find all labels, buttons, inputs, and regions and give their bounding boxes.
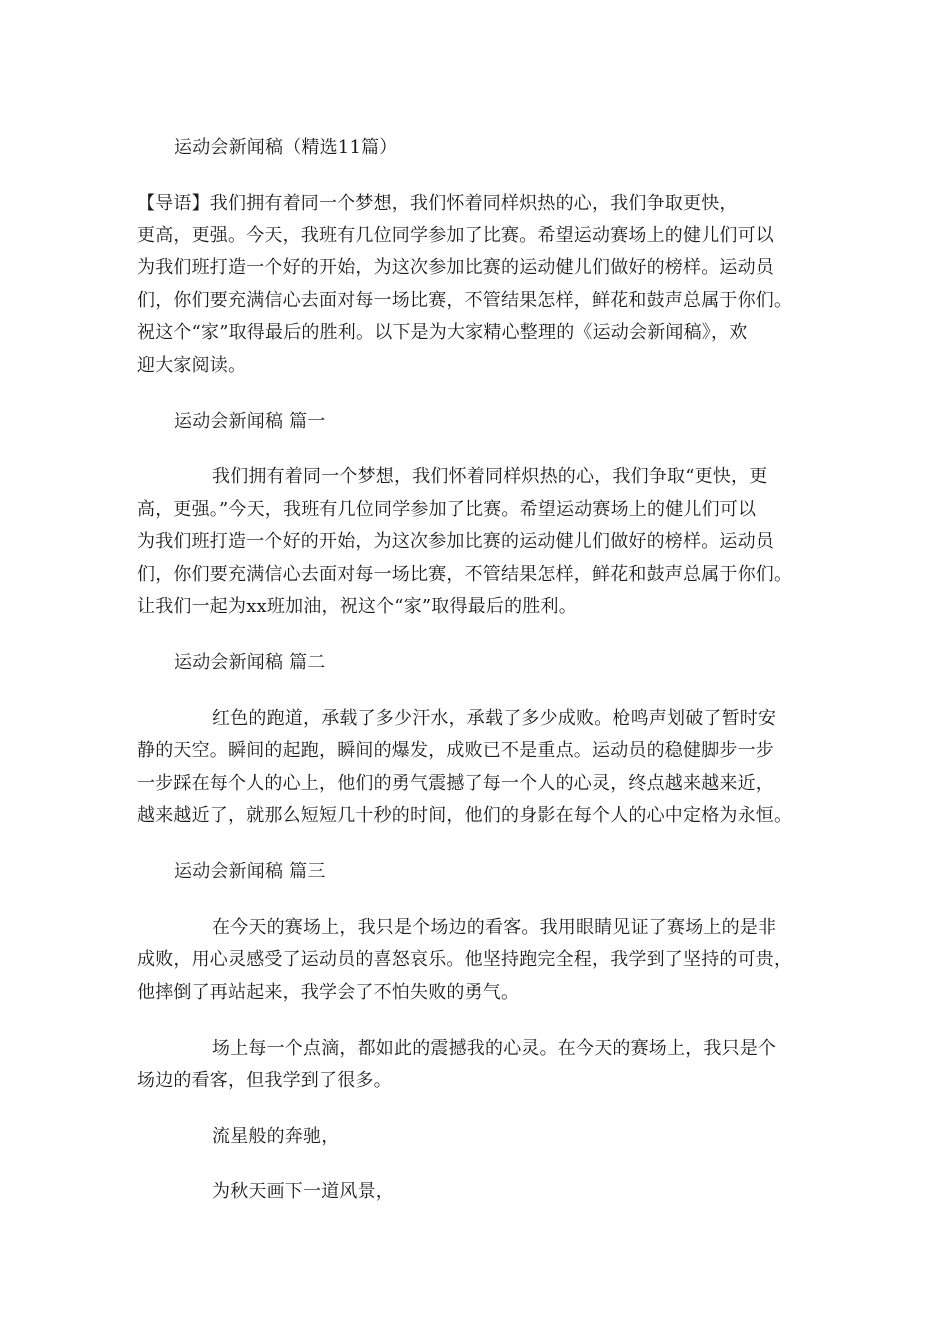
paragraph-line: 在今天的赛场上，我只是个场边的看客。我用眼睛见证了赛场上的是非 (212, 917, 777, 938)
paragraph-line: 高，更强。”今天，我班有几位同学参加了比赛。希望运动赛场上的健儿们可以 (137, 499, 757, 520)
section-heading-2: 运动会新闻稿 篇二 (174, 652, 326, 673)
paragraph-line: 让我们一起为xx班加油，祝这个“家”取得最后的胜利。 (137, 596, 577, 617)
intro-line: 【导语】我们拥有着同一个梦想，我们怀着同样炽热的心，我们争取更快， (137, 193, 738, 214)
paragraph-line: 一步踩在每个人的心上，他们的勇气震撼了每一个人的心灵，终点越来越来近， (137, 773, 774, 794)
paragraph-line: 场上每一个点滴，都如此的震撼我的心灵。在今天的赛场上，我只是个 (212, 1038, 777, 1059)
document-title: 运动会新闻稿（精选11篇） (174, 137, 398, 158)
intro-line: 祝这个“家”取得最后的胜利。以下是为大家精心整理的《运动会新闻稿》，欢 (137, 322, 748, 343)
intro-line: 为我们班打造一个好的开始，为这次参加比赛的运动健儿们做好的榜样。运动员 (137, 257, 774, 278)
paragraph-line: 越来越近了，就那么短短几十秒的时间，他们的身影在每个人的心中定格为永恒。 (137, 805, 793, 826)
section-heading-3: 运动会新闻稿 篇三 (174, 861, 326, 882)
paragraph-line: 红色的跑道，承载了多少汗水，承载了多少成败。枪鸣声划破了暂时安 (212, 708, 777, 729)
paragraph-line: 为我们班打造一个好的开始，为这次参加比赛的运动健儿们做好的榜样。运动员 (137, 531, 774, 552)
paragraph-line: 我们拥有着同一个梦想，我们怀着同样炽热的心，我们争取“更快，更 (212, 466, 768, 487)
paragraph-line: 们，你们要充满信心去面对每一场比赛，不管结果怎样，鲜花和鼓声总属于你们。 (137, 564, 793, 585)
paragraph-line: 成败，用心灵感受了运动员的喜怒哀乐。他坚持跑完全程，我学到了坚持的可贵， (137, 949, 793, 970)
paragraph-line: 静的天空。瞬间的起跑，瞬间的爆发，成败已不是重点。运动员的稳健脚步一步 (137, 740, 774, 761)
section-heading-1: 运动会新闻稿 篇一 (174, 411, 326, 432)
paragraph-line: 他摔倒了再站起来，我学会了不怕失败的勇气。 (137, 982, 520, 1003)
poem-line: 为秋天画下一道风景， (212, 1181, 394, 1202)
paragraph-line: 场边的看客，但我学到了很多。 (137, 1070, 392, 1091)
intro-line: 更高，更强。今天，我班有几位同学参加了比赛。希望运动赛场上的健儿们可以 (137, 225, 774, 246)
intro-line: 们，你们要充满信心去面对每一场比赛，不管结果怎样，鲜花和鼓声总属于你们。 (137, 290, 793, 311)
intro-line: 迎大家阅读。 (137, 355, 247, 376)
poem-line: 流星般的奔驰， (212, 1126, 340, 1147)
